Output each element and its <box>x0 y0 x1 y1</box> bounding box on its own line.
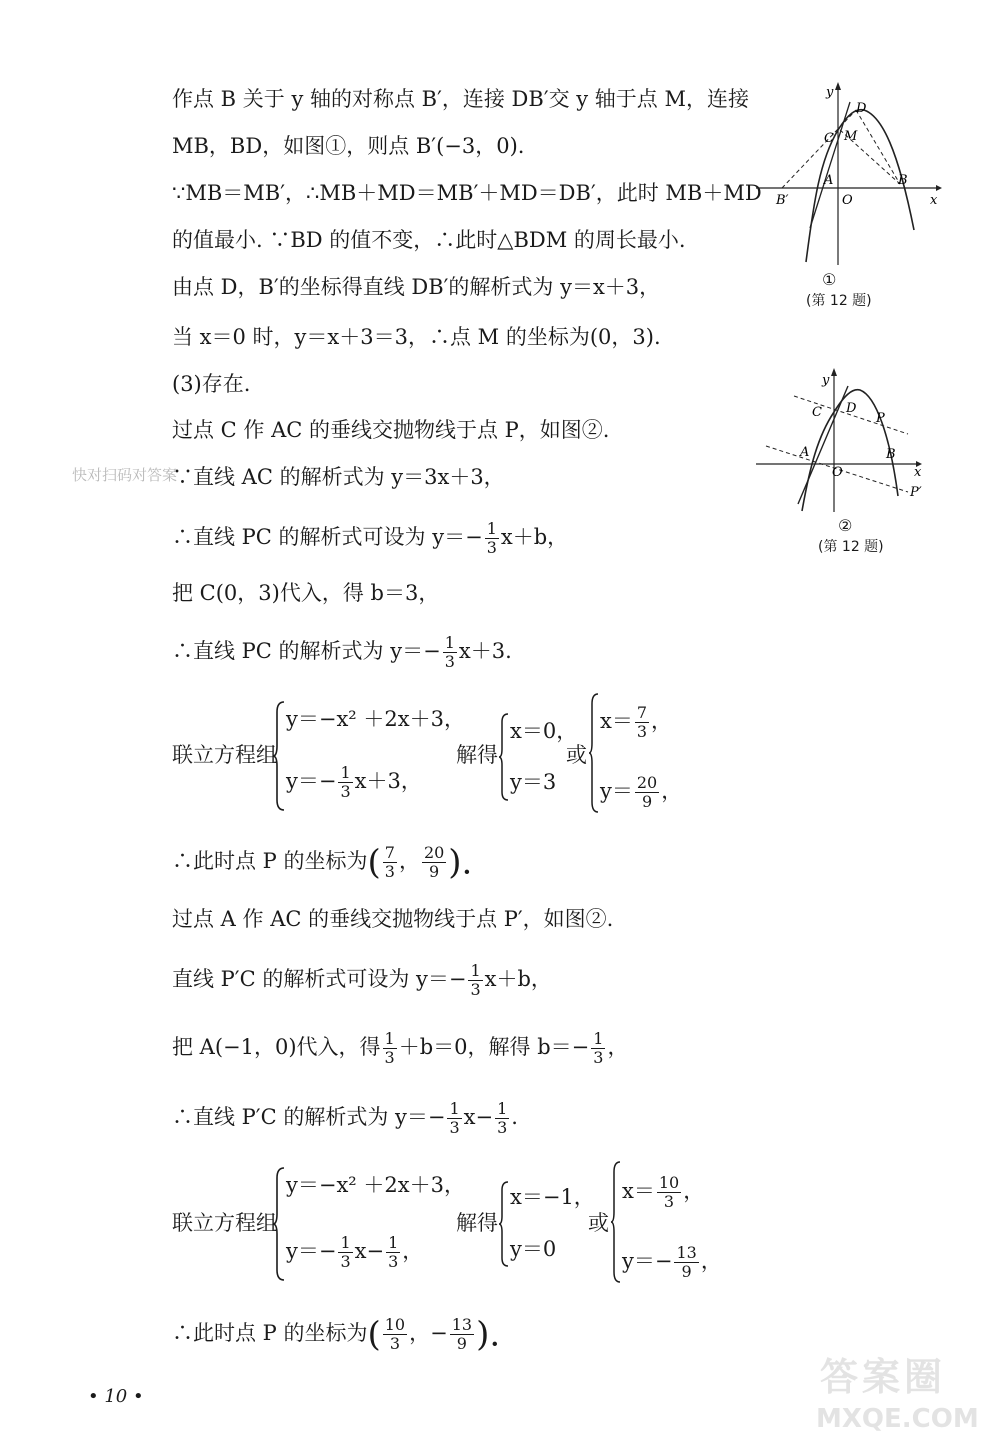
segment-db-prime <box>782 110 856 188</box>
frac-den: 3 <box>636 722 648 741</box>
fraction-one-third <box>338 764 352 801</box>
fraction-one-third <box>485 520 499 557</box>
watermark-logo: 答案圈 <box>820 1355 947 1399</box>
fraction-thirteen-ninths <box>450 1316 474 1353</box>
frac-den: 3 <box>444 652 455 671</box>
line17-a: 把 A(−1，0)代入，得 <box>172 1035 381 1059</box>
frac-num: 1 <box>497 1099 508 1118</box>
figure-2-number: ② <box>838 516 853 535</box>
label-p: P <box>876 411 885 426</box>
sol2-x-prefix: x＝ <box>600 709 633 733</box>
frac-den: 9 <box>429 862 440 881</box>
frac-num: 13 <box>676 1243 697 1262</box>
label-p-prime: P′ <box>910 485 922 500</box>
line17-c: ， <box>607 1035 629 1059</box>
label-d: D <box>846 401 857 416</box>
fraction-seven-thirds <box>635 704 649 741</box>
paren: ). <box>476 1314 501 1355</box>
left-brace-icon <box>610 1160 622 1284</box>
frac-num: 7 <box>384 843 395 862</box>
label-x: x <box>930 193 938 208</box>
text-line-14 <box>172 844 472 881</box>
system1-label: 联立方程组 <box>172 743 277 767</box>
frac-den: 3 <box>470 980 481 999</box>
text-line-15: 过点 A 作 AC 的垂线交抛物线于点 P′，如图②. <box>172 907 614 931</box>
label-a: A <box>824 173 834 188</box>
frac-num: 1 <box>449 1099 460 1118</box>
fraction-one-third <box>383 1030 397 1067</box>
line10-tail: x＋b， <box>500 525 569 549</box>
system2-eq1: y＝−x² ＋2x＋3， <box>286 1173 465 1197</box>
figure-1-number: ① <box>822 270 837 289</box>
label-o: O <box>832 465 843 480</box>
system1-eq1: y＝−x² ＋2x＋3， <box>286 707 465 731</box>
fraction-one-third <box>447 1100 461 1137</box>
line20-text: ∴此时点 P 的坐标为 <box>172 1321 368 1345</box>
system2-eq2 <box>286 1234 423 1271</box>
text-line-9: ∵直线 AC 的解析式为 y＝3x＋3， <box>172 465 505 489</box>
frac-den: 3 <box>449 1118 460 1137</box>
frac-num: 1 <box>470 961 481 980</box>
text-line-20 <box>172 1316 500 1353</box>
system2-equations <box>272 1166 465 1282</box>
frac-den: 3 <box>384 862 395 881</box>
fraction-seven-thirds <box>383 844 397 881</box>
label-d: D <box>856 101 867 116</box>
label-o: O <box>842 193 853 208</box>
sol2-y <box>600 774 682 811</box>
frac-den: 9 <box>641 792 653 811</box>
figure-2-graph <box>752 366 942 516</box>
label-y: y <box>826 85 834 100</box>
line12-text: ∴直线 PC 的解析式为 y＝− <box>172 639 441 663</box>
frac-den: 3 <box>497 1118 508 1137</box>
system2-or: 或 <box>588 1211 609 1235</box>
text-line-11: 把 C(0，3)代入，得 b＝3， <box>172 581 440 605</box>
frac-num: 1 <box>593 1029 604 1048</box>
figure-1-caption: (第 12 题) <box>806 293 872 309</box>
sol1-y: y＝0 <box>510 1237 557 1261</box>
frac-den: 3 <box>384 1048 395 1067</box>
text-line-3: ∵MB＝MB′，∴MB＋MD＝MB′＋MD＝DB′，此时 MB＋MD <box>172 181 762 205</box>
eq2-mid: x− <box>354 1239 385 1263</box>
label-b-prime: B′ <box>776 193 789 208</box>
frac-num: 1 <box>384 1029 395 1048</box>
text-line-4: 的值最小. ∵BD 的值不变，∴此时△BDM 的周长最小. <box>172 228 686 252</box>
comma: ， <box>700 1249 722 1273</box>
frac-den: 3 <box>340 782 351 801</box>
text-line-7: (3)存在. <box>172 372 251 396</box>
sep: ，− <box>409 1321 448 1345</box>
y-axis-arrow-icon <box>835 82 841 90</box>
frac-num: 1 <box>388 1233 399 1252</box>
eq2-prefix: y＝− <box>286 769 337 793</box>
text-line-1: 作点 B 关于 y 轴的对称点 B′，连接 DB′交 y 轴于点 M，连接 <box>172 87 749 111</box>
system1-solution1 <box>498 712 578 802</box>
fraction-ten-thirds <box>383 1316 407 1353</box>
line18-text: ∴直线 P′C 的解析式为 y＝− <box>172 1105 446 1129</box>
frac-num: 7 <box>636 703 648 722</box>
line14-text: ∴此时点 P 的坐标为 <box>172 849 368 873</box>
comma: ， <box>651 709 673 733</box>
frac-num: 13 <box>451 1315 473 1334</box>
comma: ， <box>683 1179 705 1203</box>
fraction-one-third <box>495 1100 509 1137</box>
label-x: x <box>914 465 922 480</box>
system2-solution2 <box>610 1160 720 1284</box>
sep: ， <box>398 849 420 873</box>
frac-num: 1 <box>340 1233 351 1252</box>
frac-num: 10 <box>384 1315 406 1334</box>
sol2-x-prefix: x＝ <box>622 1179 655 1203</box>
line12-tail: x＋3. <box>458 639 512 663</box>
frac-den: 3 <box>593 1048 604 1067</box>
page-number: • 10 • <box>88 1386 144 1407</box>
frac-num: 1 <box>486 519 497 538</box>
system2-solution1 <box>498 1180 595 1268</box>
line18-end: . <box>511 1105 518 1129</box>
sol2-x <box>622 1174 704 1211</box>
frac-num: 20 <box>423 843 445 862</box>
label-m: M <box>844 129 858 144</box>
text-line-16 <box>172 962 552 999</box>
system1-equations <box>272 700 465 812</box>
left-brace-icon <box>498 712 510 802</box>
x-axis-arrow-icon <box>936 185 942 191</box>
text-line-12 <box>172 634 512 671</box>
text-line-8: 过点 C 作 AC 的垂线交抛物线于点 P，如图②. <box>172 418 610 442</box>
text-line-6: 当 x＝0 时，y＝x＋3＝3，∴点 M 的坐标为(0，3). <box>172 325 661 349</box>
frac-den: 3 <box>340 1252 351 1271</box>
margin-note: 快对扫码对答案 <box>72 466 178 484</box>
line17-b: ＋b＝0，解得 b＝− <box>398 1035 590 1059</box>
label-b: B <box>898 173 908 188</box>
label-c: C <box>812 405 822 420</box>
frac-num: 20 <box>636 773 658 792</box>
system2-label: 联立方程组 <box>172 1211 277 1235</box>
frac-num: 10 <box>658 1173 680 1192</box>
system1-solution2 <box>588 692 688 814</box>
fraction-one-third <box>338 1234 352 1271</box>
watermark-url: MXQE.COM <box>816 1404 979 1434</box>
fraction-one-third <box>443 634 457 671</box>
frac-num: 1 <box>444 633 455 652</box>
fraction-twenty-ninths <box>422 844 446 881</box>
fraction-twenty-ninths <box>635 774 659 811</box>
text-line-10 <box>172 520 568 557</box>
left-brace-icon <box>272 1166 286 1282</box>
sol1-x: x＝−1， <box>510 1185 595 1209</box>
fraction-ten-thirds <box>657 1174 681 1211</box>
label-y: y <box>822 373 830 388</box>
figure-1-graph <box>752 80 942 270</box>
left-brace-icon <box>272 700 286 812</box>
eq2-prefix: y＝− <box>286 1239 337 1263</box>
paren: ( <box>367 1314 381 1355</box>
y-axis-arrow-icon <box>831 368 837 376</box>
sol1-y: y＝3 <box>510 770 557 794</box>
line-ac <box>810 102 850 228</box>
left-brace-icon <box>498 1180 510 1268</box>
eq2-suffix: x＋3， <box>354 769 422 793</box>
frac-den: 3 <box>389 1334 401 1353</box>
sol2-y-prefix: y＝− <box>622 1249 673 1273</box>
system1-eq2 <box>286 764 422 801</box>
text-line-2: MB，BD，如图①，则点 B′(−3，0). <box>172 134 525 158</box>
sol1-x: x＝0， <box>510 719 578 743</box>
frac-num: 1 <box>340 763 351 782</box>
eq2-end: ， <box>402 1239 424 1263</box>
paren: ). <box>448 842 473 883</box>
frac-den: 3 <box>663 1192 675 1211</box>
comma: ， <box>661 779 683 803</box>
sol2-x <box>600 704 672 741</box>
frac-den: 3 <box>486 538 497 557</box>
label-a: A <box>800 445 810 460</box>
system1-or: 或 <box>566 743 587 767</box>
label-c: C <box>824 131 834 146</box>
fraction-thirteen-ninths <box>674 1244 698 1281</box>
line16-tail: x＋b， <box>484 967 552 991</box>
fraction-one-third <box>591 1030 605 1067</box>
text-line-17 <box>172 1030 628 1067</box>
line16-text: 直线 P′C 的解析式可设为 y＝− <box>172 967 467 991</box>
system1-solve: 解得 <box>456 743 498 767</box>
system2-solve: 解得 <box>456 1211 498 1235</box>
label-b: B <box>886 447 896 462</box>
left-brace-icon <box>588 692 600 814</box>
paren: ( <box>367 842 381 883</box>
fraction-one-third <box>386 1234 400 1271</box>
sol2-y <box>622 1244 722 1281</box>
fraction-one-third <box>468 962 482 999</box>
frac-den: 9 <box>456 1334 467 1353</box>
figure-2-caption: (第 12 题) <box>818 539 884 555</box>
text-line-18 <box>172 1100 518 1137</box>
text-line-5: 由点 D，B′的坐标得直线 DB′的解析式为 y＝x＋3， <box>172 275 661 299</box>
line10-text: ∴直线 PC 的解析式可设为 y＝− <box>172 525 483 549</box>
line18-mid: x− <box>463 1105 494 1129</box>
sol2-y-prefix: y＝ <box>600 779 633 803</box>
frac-den: 9 <box>681 1262 692 1281</box>
frac-den: 3 <box>388 1252 399 1271</box>
